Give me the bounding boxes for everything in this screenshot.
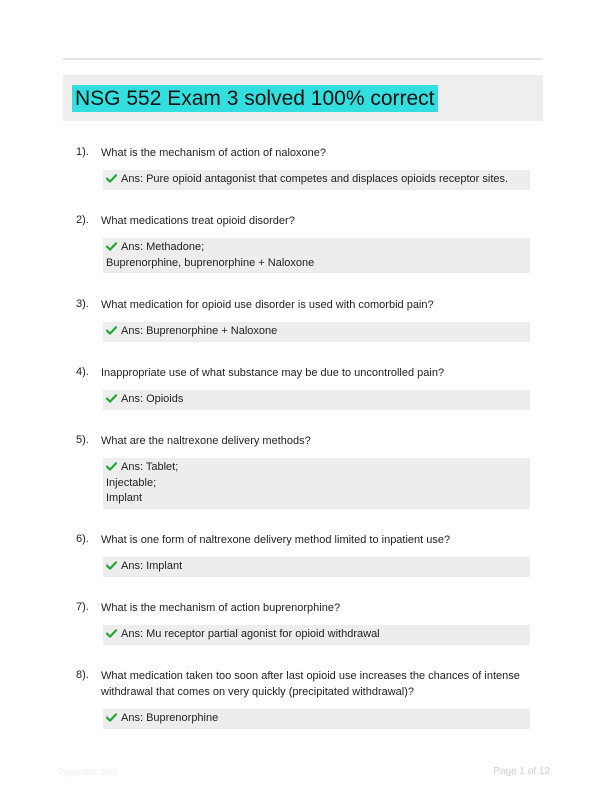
question-number: 3). <box>76 298 89 310</box>
answer-line <box>106 711 527 727</box>
answer-text: Ans: Tablet; <box>121 461 179 473</box>
answer-line: Buprenorphine, buprenorphine + Naloxone <box>106 256 315 269</box>
answer-box <box>103 238 530 273</box>
answer-line: Implant <box>106 492 143 504</box>
question-text: What is the mechanism of action of naloxone? <box>101 147 327 159</box>
answer-box <box>103 390 530 410</box>
answer-text: Ans: Buprenorphine <box>121 712 219 724</box>
title-band <box>63 75 543 121</box>
question-number: 6). <box>76 533 89 545</box>
answer-box <box>103 322 530 342</box>
answer-box <box>103 170 530 190</box>
answer-text: Ans: Buprenorphine + Naloxone <box>121 325 278 337</box>
page-title: NSG 552 Exam 3 solved 100% correct <box>72 85 438 112</box>
answer-text: Ans: Implant <box>121 560 183 572</box>
question-text: What medication for opioid use disorder is used with comorbid pain? <box>101 299 434 311</box>
page-indicator: Page 1 of 12 <box>493 766 550 777</box>
question-text: Inappropriate use of what substance may be due to uncontrolled pain? <box>101 367 445 379</box>
check-icon <box>106 561 117 570</box>
question-text: What is one form of naltrexone delivery method limited to inpatient use? <box>101 534 451 546</box>
answer-box <box>103 625 530 645</box>
answer-text: Ans: Opioids <box>121 393 184 405</box>
top-divider <box>63 58 543 60</box>
answer-line <box>106 392 527 408</box>
question-number: 5). <box>76 434 89 446</box>
check-icon <box>106 174 117 183</box>
question-number: 4). <box>76 366 89 378</box>
answer-text: Ans: Pure opioid antagonist that competes and displaces opioids receptor sites. <box>121 173 509 185</box>
question-text: What is the mechanism of action buprenorphine? <box>101 602 341 614</box>
check-icon <box>106 242 117 251</box>
answer-line <box>106 240 527 256</box>
answer-line: Injectable; <box>106 476 157 489</box>
footer-watermark: Papertiltic.com <box>58 767 118 777</box>
question-text: What medications treat opioid disorder? <box>101 215 295 227</box>
answer-box <box>103 557 530 577</box>
answer-text: Ans: Methadone; <box>121 241 205 253</box>
answer-line <box>106 460 527 476</box>
check-icon <box>106 462 117 471</box>
check-icon <box>106 326 117 335</box>
answer-text: Ans: Mu receptor partial agonist for opioid withdrawal <box>121 628 380 640</box>
answer-line <box>106 627 527 643</box>
question-number: 2). <box>76 214 89 226</box>
check-icon <box>106 713 117 722</box>
check-icon <box>106 394 117 403</box>
check-icon <box>106 629 117 638</box>
answer-line <box>106 559 527 575</box>
answer-line <box>106 172 527 188</box>
answer-box <box>103 709 530 729</box>
answer-box <box>103 458 530 509</box>
answer-line <box>106 324 527 340</box>
question-text: What are the naltrexone delivery methods? <box>101 435 311 447</box>
question-number: 8). <box>76 669 89 681</box>
question-number: 1). <box>76 146 89 158</box>
question-text: What medication taken too soon after last opioid use increases the chances of intense withdrawal that comes on very quickly (precipitated withdrawal)? <box>101 670 520 698</box>
question-number: 7). <box>76 601 89 613</box>
